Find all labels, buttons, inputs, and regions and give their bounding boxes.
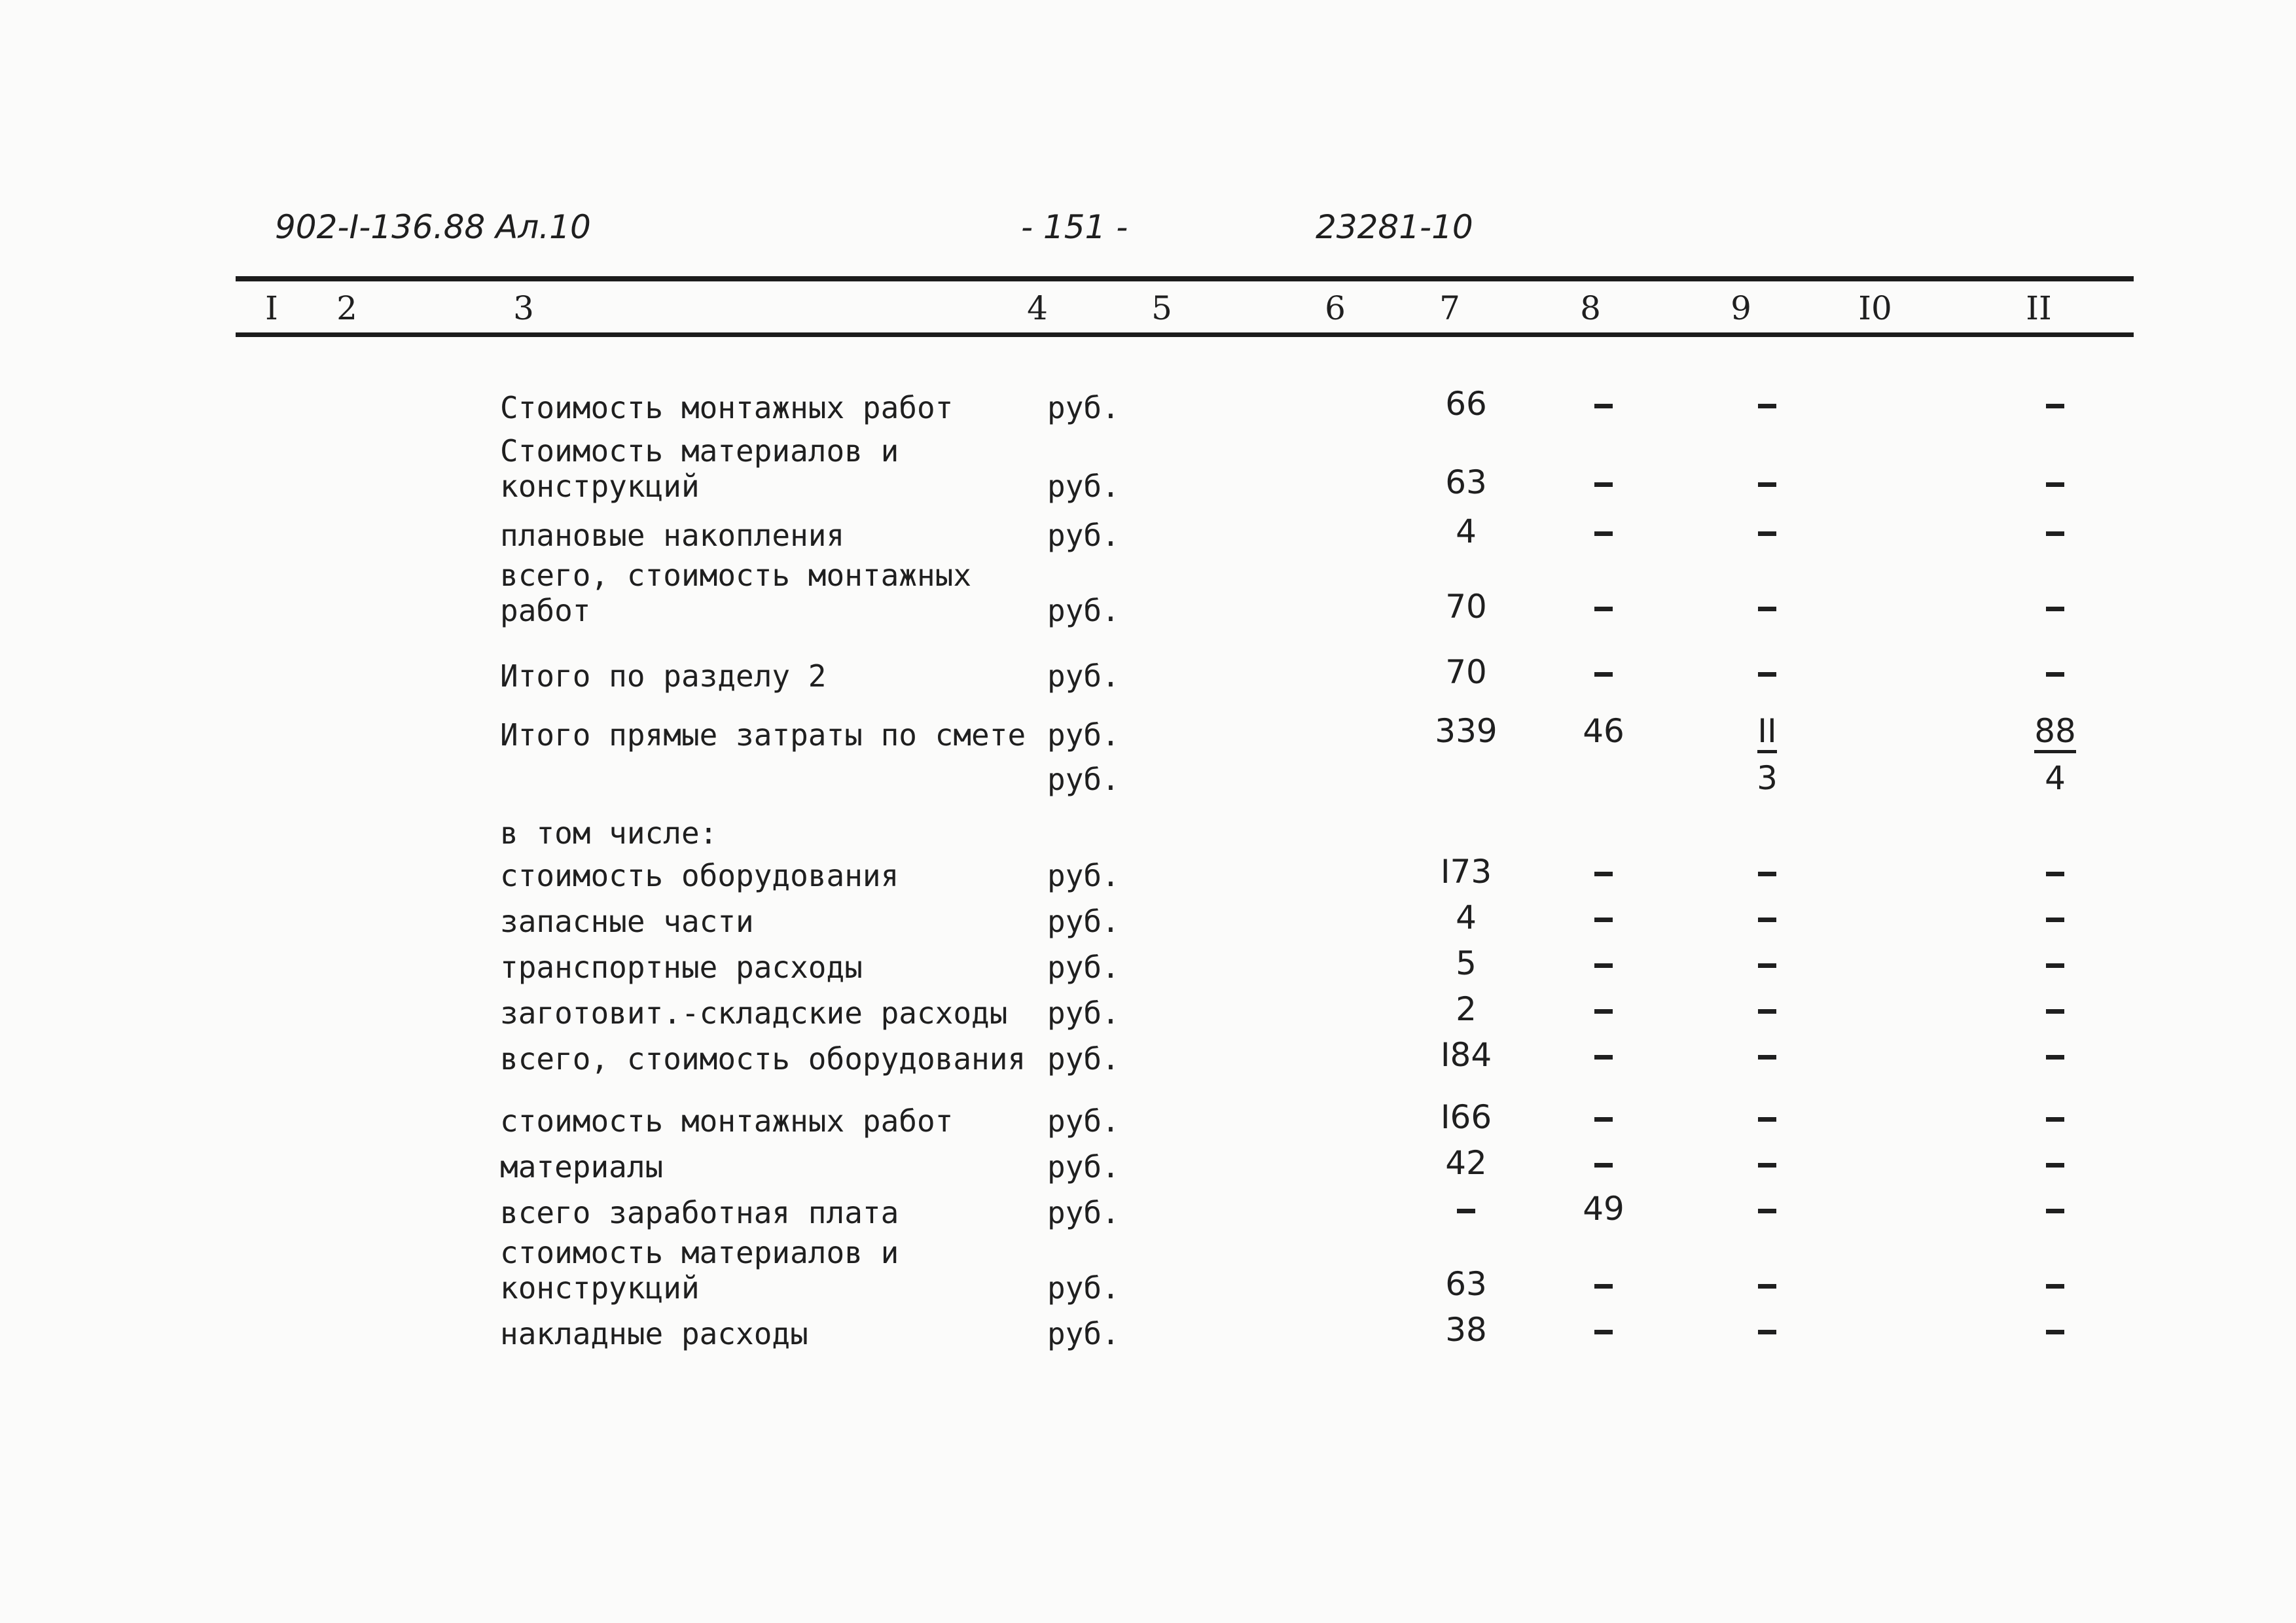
- cell-c8: [1538, 1312, 1669, 1347]
- row-label: стоимость оборудования: [500, 858, 899, 893]
- cell-c11: [1990, 713, 2121, 749]
- table-row: [0, 1158, 2296, 1230]
- cell-c7: I84: [1440, 1036, 1492, 1074]
- cell-c9: [1702, 386, 1833, 421]
- table-row: [0, 1279, 2296, 1351]
- cell-c7: 63: [1445, 1265, 1487, 1303]
- column-number: 5: [1151, 289, 1172, 327]
- row-label: накладные расходы: [500, 1316, 808, 1351]
- cell-c7: I73: [1440, 853, 1492, 891]
- dash-mark: [1758, 1055, 1776, 1060]
- dash-mark: [1457, 1209, 1475, 1213]
- dash-mark: [1758, 1209, 1776, 1213]
- row-unit: руб.: [1047, 995, 1120, 1031]
- dash-mark: [1594, 607, 1613, 611]
- cell-c9-denominator: 3: [1757, 759, 1778, 797]
- cell-c7: 5: [1456, 944, 1477, 982]
- doc-code: 902-I-136.88 Ал.10: [275, 208, 591, 246]
- row-unit-secondary: руб.: [1047, 762, 1120, 797]
- cell-c9: [1702, 589, 1833, 624]
- dash-mark: [2046, 607, 2064, 611]
- column-number: 9: [1731, 289, 1751, 327]
- dash-mark: [2046, 404, 2064, 408]
- cell-c7: 4: [1456, 899, 1477, 936]
- table-row: [0, 353, 2296, 425]
- cell-c7: 70: [1445, 588, 1487, 626]
- dash-mark: [1594, 1330, 1613, 1334]
- numerator: 88: [2034, 712, 2076, 753]
- column-number: 7: [1439, 289, 1460, 327]
- table-row: [0, 556, 2296, 628]
- column-number: II: [2026, 289, 2052, 327]
- row-unit: руб.: [1047, 1270, 1120, 1306]
- row-unit: руб.: [1047, 717, 1120, 753]
- numerator: II: [1757, 712, 1777, 753]
- cell-c7: 42: [1445, 1144, 1487, 1182]
- row-label: плановые накопления: [500, 518, 845, 553]
- doc-number: 23281-10: [1316, 208, 1473, 246]
- dash-mark: [1758, 404, 1776, 408]
- dash-mark: [1594, 672, 1613, 677]
- table-row: [0, 1005, 2296, 1077]
- row-unit: руб.: [1047, 904, 1120, 939]
- row-label: Итого прямые затраты по смете: [500, 717, 1026, 753]
- row-label: всего, стоимость оборудования: [500, 1041, 1026, 1077]
- dash-mark: [2046, 1330, 2064, 1334]
- dash-mark: [1758, 607, 1776, 611]
- row-unit: руб.: [1047, 1103, 1120, 1139]
- column-number: 2: [336, 289, 357, 327]
- dash-mark: [2046, 531, 2064, 536]
- row-label: всего заработная плата: [500, 1195, 899, 1230]
- row-label: материалы: [500, 1149, 664, 1185]
- dash-mark: [1594, 531, 1613, 536]
- row-label: в том числе:: [500, 815, 718, 851]
- column-number: I0: [1858, 289, 1892, 327]
- cell-c8: [1538, 514, 1669, 549]
- cell-c9: [1702, 514, 1833, 549]
- dash-mark: [1758, 672, 1776, 677]
- row-label: запасные части: [500, 904, 754, 939]
- cell-c9: [1702, 1191, 1833, 1226]
- row-unit: руб.: [1047, 593, 1120, 628]
- dash-mark: [1758, 1330, 1776, 1334]
- column-number: 8: [1580, 289, 1601, 327]
- cell-c8: 49: [1583, 1190, 1624, 1228]
- cell-c11: [1990, 514, 2121, 549]
- row-unit: руб.: [1047, 1149, 1120, 1185]
- row-label: Стоимость материалов и конструкций: [500, 433, 899, 504]
- row-label: Итого по разделу 2: [500, 658, 827, 694]
- cell-c8: [1538, 386, 1669, 421]
- cell-c7: I66: [1440, 1098, 1492, 1136]
- row-unit: руб.: [1047, 469, 1120, 504]
- row-label: Стоимость монтажных работ: [500, 390, 954, 425]
- dash-mark: [1594, 404, 1613, 408]
- row-unit: руб.: [1047, 658, 1120, 694]
- cell-c11-denominator: 4: [2045, 759, 2066, 797]
- table-row: [0, 481, 2296, 553]
- cell-c7: 4: [1456, 512, 1477, 550]
- cell-c11: [1990, 589, 2121, 624]
- row-label: транспортные расходы: [500, 950, 863, 985]
- page-number: - 151 -: [1021, 208, 1128, 246]
- dash-mark: [1758, 531, 1776, 536]
- row-label: заготовит.-складские расходы: [500, 995, 1008, 1031]
- cell-c11: [1990, 1312, 2121, 1347]
- dash-mark: [2046, 672, 2064, 677]
- cell-c7: 339: [1435, 712, 1498, 750]
- header-bottom-rule: [236, 332, 2134, 337]
- column-number: 4: [1027, 289, 1048, 327]
- dash-mark: [2046, 1209, 2064, 1213]
- row-unit: руб.: [1047, 390, 1120, 425]
- column-number: 3: [513, 289, 534, 327]
- row-label: стоимость материалов и конструкций: [500, 1235, 899, 1306]
- dash-mark: [1594, 1055, 1613, 1060]
- cell-c7: 2: [1456, 990, 1477, 1028]
- cell-c11: [1990, 1191, 2121, 1226]
- top-rule: [236, 276, 2134, 281]
- row-unit: руб.: [1047, 950, 1120, 985]
- row-unit: руб.: [1047, 1316, 1120, 1351]
- cell-c7: 38: [1445, 1311, 1487, 1349]
- row-unit: руб.: [1047, 1195, 1120, 1230]
- row-unit: руб.: [1047, 858, 1120, 893]
- cell-c9: [1702, 713, 1833, 749]
- dash-mark: [2046, 1055, 2064, 1060]
- row-unit: руб.: [1047, 518, 1120, 553]
- cell-c8: 46: [1583, 712, 1624, 750]
- cell-c7: 70: [1445, 653, 1487, 691]
- column-number: I: [265, 289, 278, 327]
- cell-c9: [1702, 1312, 1833, 1347]
- cell-c8: [1538, 589, 1669, 624]
- cell-c7: 63: [1445, 463, 1487, 501]
- row-unit: руб.: [1047, 1041, 1120, 1077]
- table-row: [0, 681, 2296, 797]
- cell-c7: [1401, 1191, 1532, 1226]
- column-number: 6: [1325, 289, 1346, 327]
- row-label: стоимость монтажных работ: [500, 1103, 954, 1139]
- row-label: всего, стоимость монтажных работ: [500, 558, 972, 628]
- cell-c7: 66: [1445, 385, 1487, 423]
- cell-c11: [1990, 386, 2121, 421]
